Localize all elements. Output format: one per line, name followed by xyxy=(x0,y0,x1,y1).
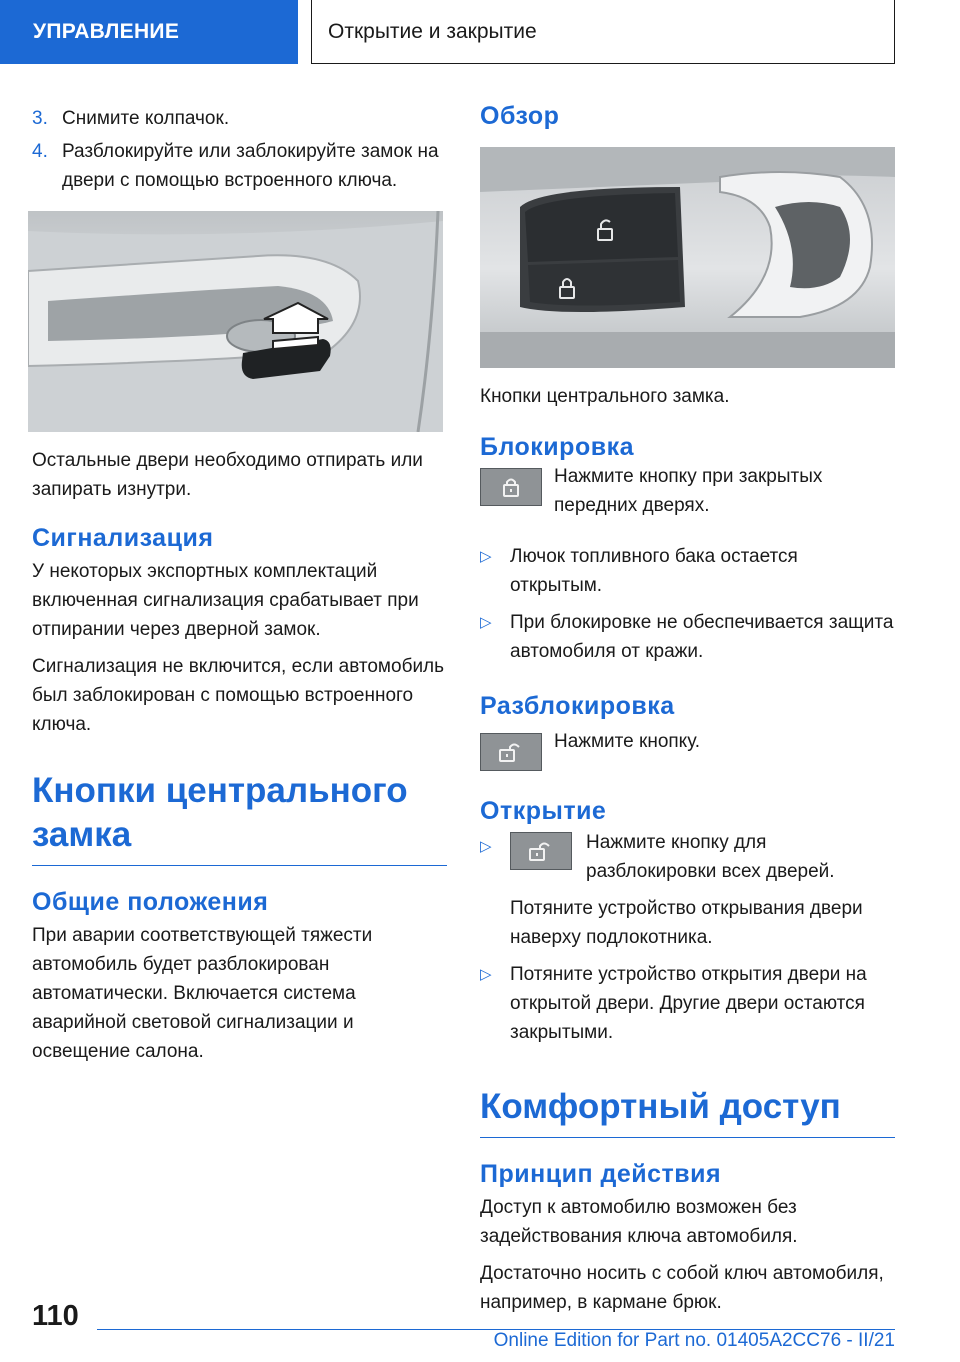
header-section-tab xyxy=(0,0,298,64)
general-heading: Общие положения xyxy=(32,888,269,916)
door-handle-illustration xyxy=(28,211,443,432)
alarm-heading: Сигнализация xyxy=(32,524,214,552)
right-column xyxy=(480,102,895,1317)
principle-paragraph-1: Доступ к автомобилю возможен без задействования ключа автомобиля. xyxy=(480,1197,798,1247)
lock-bullet-2 xyxy=(480,608,895,666)
open-heading: Открытие xyxy=(480,797,607,825)
open-step-1 xyxy=(480,832,895,886)
step-text: Разблокируйте или заблокируйте замок на двери с помощью встроенного ключа. xyxy=(62,141,439,191)
central-lock-heading: Кнопки центрального замка xyxy=(32,769,447,866)
step-text: Снимите колпачок. xyxy=(62,108,230,129)
door-handle-photo xyxy=(28,211,443,432)
footer-edition: Online Edition for Part no. 01405A2CC76 - II/21 xyxy=(493,1330,895,1351)
comfort-access-heading: Комфортный доступ xyxy=(480,1085,895,1138)
triangle-right-icon: ▷ xyxy=(480,838,492,855)
open-step-1-content xyxy=(510,832,895,886)
lock-bullet-1 xyxy=(480,542,895,600)
step-4 xyxy=(32,137,447,195)
overview-caption: Кнопки центрального замка. xyxy=(480,386,730,407)
door-panel-illustration xyxy=(480,147,895,368)
lock-text: Нажмите кнопку при закрытых передних дверях. xyxy=(554,466,823,516)
bullet-text: При блокировке не обеспечивается защита автомобиля от кражи. xyxy=(510,612,894,662)
alarm-paragraph-1: У некоторых экспортных комплектаций включенная сигнализация срабатывает при отпирании через дверной замок. xyxy=(32,561,419,640)
general-paragraph: При аварии соответствующей тяжести автомобиль будет разблокирован автоматически. Включается система аварийной световой сигнализации и освещение салона. xyxy=(32,925,373,1062)
unlock-instruction xyxy=(480,733,895,771)
header-chapter-title xyxy=(311,0,895,64)
bullet-text: Потяните устройство открытия двери на открытой двери. Другие двери остаются закрытыми. xyxy=(510,964,867,1043)
central-lock-buttons-photo xyxy=(480,147,895,368)
inside-doors-note: Остальные двери необходимо отпирать или запирать изнутри. xyxy=(32,450,423,500)
step-3 xyxy=(32,104,447,133)
overview-heading: Обзор xyxy=(480,102,560,130)
principle-heading: Принцип действия xyxy=(480,1160,722,1188)
left-column xyxy=(32,104,447,1066)
lock-closed-icon xyxy=(480,468,542,506)
lock-open-icon xyxy=(510,832,572,870)
alarm-paragraph-2: Сигнализация не включится, если автомобиль был заблокирован с помощью встроенного ключа. xyxy=(32,656,445,735)
unlock-heading: Разблокировка xyxy=(480,692,675,720)
lock-instruction xyxy=(480,468,895,520)
page-number: 110 xyxy=(32,1300,79,1332)
step-number: 3. xyxy=(32,108,48,129)
unlock-text: Нажмите кнопку. xyxy=(554,731,701,752)
step-number: 4. xyxy=(32,141,48,162)
header-section-label: УПРАВЛЕНИЕ xyxy=(33,20,180,43)
lock-heading: Блокировка xyxy=(480,433,634,461)
lock-open-icon xyxy=(480,733,542,771)
bullet-text: Лючок топливного бака остается открытым. xyxy=(510,546,798,596)
triangle-right-icon: ▷ xyxy=(480,966,492,983)
open-step-1-text: Нажмите кнопку для разблокировки всех дверей. xyxy=(586,832,835,882)
open-step-1-continued: Потяните устройство открывания двери наверху подлокотника. xyxy=(510,898,863,948)
principle-paragraph-2: Достаточно носить с собой ключ автомобиля, например, в кармане брюк. xyxy=(480,1263,884,1313)
open-step-2 xyxy=(480,960,895,1047)
header-title-label: Открытие и закрытие xyxy=(328,19,537,43)
triangle-right-icon: ▷ xyxy=(480,548,492,565)
triangle-right-icon: ▷ xyxy=(480,614,492,631)
